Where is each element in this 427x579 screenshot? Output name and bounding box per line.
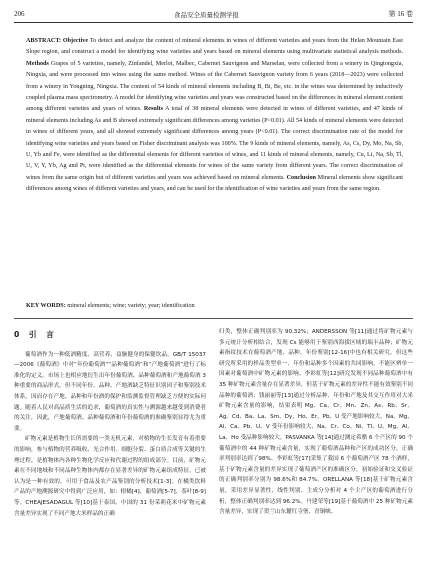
objective-text: To detect and analyze the content of mineral elements in wines of different varieties and years from the Helan Mountain East Slope region, and construct a model for identifying wine varieties and years based on mineral elements using multivariate statistical analysis methods.	[26, 38, 403, 56]
keywords-text: mineral elements; wine; variety; year; identification	[67, 303, 195, 309]
abstract-block	[26, 36, 403, 196]
volume-label: 第 16 卷	[388, 10, 413, 18]
left-column	[14, 327, 206, 519]
results-text: A total of 38 mineral elements were detected in wines of different varieties, and 47 kinds of mineral elements including As and B showed extremely significant differences among varieties (P<0.01). All 54 kinds of mineral elements were detected in wines of different years, and all showed extremely significant differences among years (P<0.01). The correct discrimination rate of the model for identifying wine varieties and years based on Fisher discriminant analysis was 100%. The 9 kinds of mineral elements, namely, As, Cs, Dy, Mo, Na, Sb, U, Yb and Fe, were identified as the differential elements for different varieties of wines, and 11 kinds of mineral elements, namely, Cu, Li, Na, Sb, Tl, U, V, Y, Yb, Ag and Pt, were identified as the differential elements for wines of the same variety from different years. The correct discrimination of wines from the same origin but of different varieties and years was achieved based on mineral elements.	[26, 106, 403, 181]
journal-name: 食品安全质量检测学报	[174, 10, 239, 19]
methods-label: Methods	[26, 60, 49, 67]
header-rule	[14, 22, 413, 23]
keywords-label: KEY WORDS:	[26, 303, 66, 309]
paragraph: 归类，整体正确判别率为 90.32%；ANDERSSON 等[11]通过将矿物元素与多元统计分析相结合，发现 Cs 能够用于鉴别西海拔区域的瑞丰品种；矿物元素指纹技术在葡萄酒产地、品种、年份鉴别[12-16]中也有相关研究，但这些研究所采用的样品类型单一、年份和品种多个因素的共同影响，不能区辨单一因素对葡萄酒中矿物元素的影响。李彩虹等[12]研究发现不同品种葡萄酒中有 35 种矿物元素含量存在显著差异，但基于矿物元素的差异性不能有效鉴别不同品种的葡萄酒；钱丽丽等[13]通过分析品种、年份和产地及其交互作用对大米矿物元素含量的影响，结果表明 Mg、Ca、Cr、Mn、Zn、As、Rb、Sr、Ag、Cd、Ba、La、Sm、Dy、Ho、Er、Pb、U 受产地影响较大，Na、Mg、Al、Ca、Pb、U、V 受年份影响较大，Na、Cr、Co、Ni、Tl、U、Mg、Al、La、Ho 受品种影响较大。PASVANKA 等[14]通过测定希腊 6 个产区的 90 个葡萄酒中的 44 种矿物元素含量，实现了葡萄酒品种和产区的成功区分，正确率判别率达到了98%。李彩虹等[17]采集了我国 6 个葡萄酒产区 78 个酒样，基于矿物元素含量的差异实现了葡萄酒产区的准确区分，初始验证和交叉验证的正确判别率分别为 98.6%和 84.7%。ORELLANA 等[18]基于矿物元素含量，采用差异显著性、线性判别、主成分分析对 4 个主产区的葡萄酒进行分析，整体正确判别率达到 96.2%。丹建荣等[19]基于葡萄酒中 25 种矿物元素含量差异，实现了贺兰山东麓红寺堡、青铜峡、	[219, 329, 413, 516]
results-label: Results	[143, 106, 163, 113]
page-number: 206	[14, 10, 25, 18]
paragraph: 葡萄酒作为一种低酒精度、高营养、益脑健身的保健饮品，GB/T 15037—2006《葡萄酒》中对“年份葡萄酒”“品种葡萄酒”和“产地葡萄酒”进行了标准化的定义。市场上也相应地衍生出年份葡萄酒、品种葡萄酒和产地葡萄酒 3 种重要的商品形式，但不同年份、品种、产地酒缺乏特征识别因子和鉴别技术体系，因而存在产地、品种和年份酒的保护和监测监督管理缺乏方便的实际问题。随着人民对高品质生活的追求，葡萄酒的真实性与溯源越来越受到消费者的关注，因此，产地葡萄酒、品种葡萄酒和年份葡萄酒的准确鉴别显得尤为重要。	[14, 351, 206, 432]
paragraph: 矿物元素是植物生长所需要的一类无机元素，对植物的生长发育有着重要的影响，参与植物的营养吸收、光合作用、细胞分裂、蛋白质合成等关键的生理过程，是植物体内各种生物化学反应和代谢过程的组成部分。目前，矿物元素在不同地域和不同品种生物体内都存在显著差异的矿物元素组成特征，已被认为是一种有效的、可用于食品及农产品鉴别的分析技术[1-3]。在橘类饮料产品的产地溯源研究中得到广泛应用，如：柑橘[4]、葡萄酒[5-7]、茶叶[8-9]等。CHEAJESADAGUL 等[10]基于泰国、中国的 31 份茉莉花米中矿物元素含量差异实现了不同产地大米样品的正确	[14, 436, 206, 517]
objective-label: ABSTRACT: Objective	[26, 38, 89, 44]
section-heading: 0 引 言	[14, 330, 55, 339]
methods-text: Grapes of 5 varieties, namely, Zinfandel, Merlot, Malbec, Cabernet Sauvignon and Marselan, were collected from a winery in Qingtongxia, Ningxia, and were processed into wines using the same method. Wines of the Cabernet Sauvignon variety from 6 years (2018—2023) were collected from a winery in Yongning, Ningxia. The content of 54 kinds of mineral elements including B, Bi, Be, etc. in the wines was determined by inductively coupled plasma mass spectrometry. A model for identifying wine varieties and years was constructed based on the differences in mineral element content among different varieties and years of wines.	[26, 60, 403, 113]
running-header	[14, 8, 413, 20]
keywords-line	[26, 301, 403, 311]
right-column	[219, 327, 413, 518]
conclusion-label: Conclusion	[286, 174, 316, 181]
abstract-rule	[14, 318, 413, 319]
conclusion-text: Mineral elements show significant differences among wines of different varieties and years, and can be used for the identification of wine varieties and years from the same region.	[26, 174, 403, 193]
